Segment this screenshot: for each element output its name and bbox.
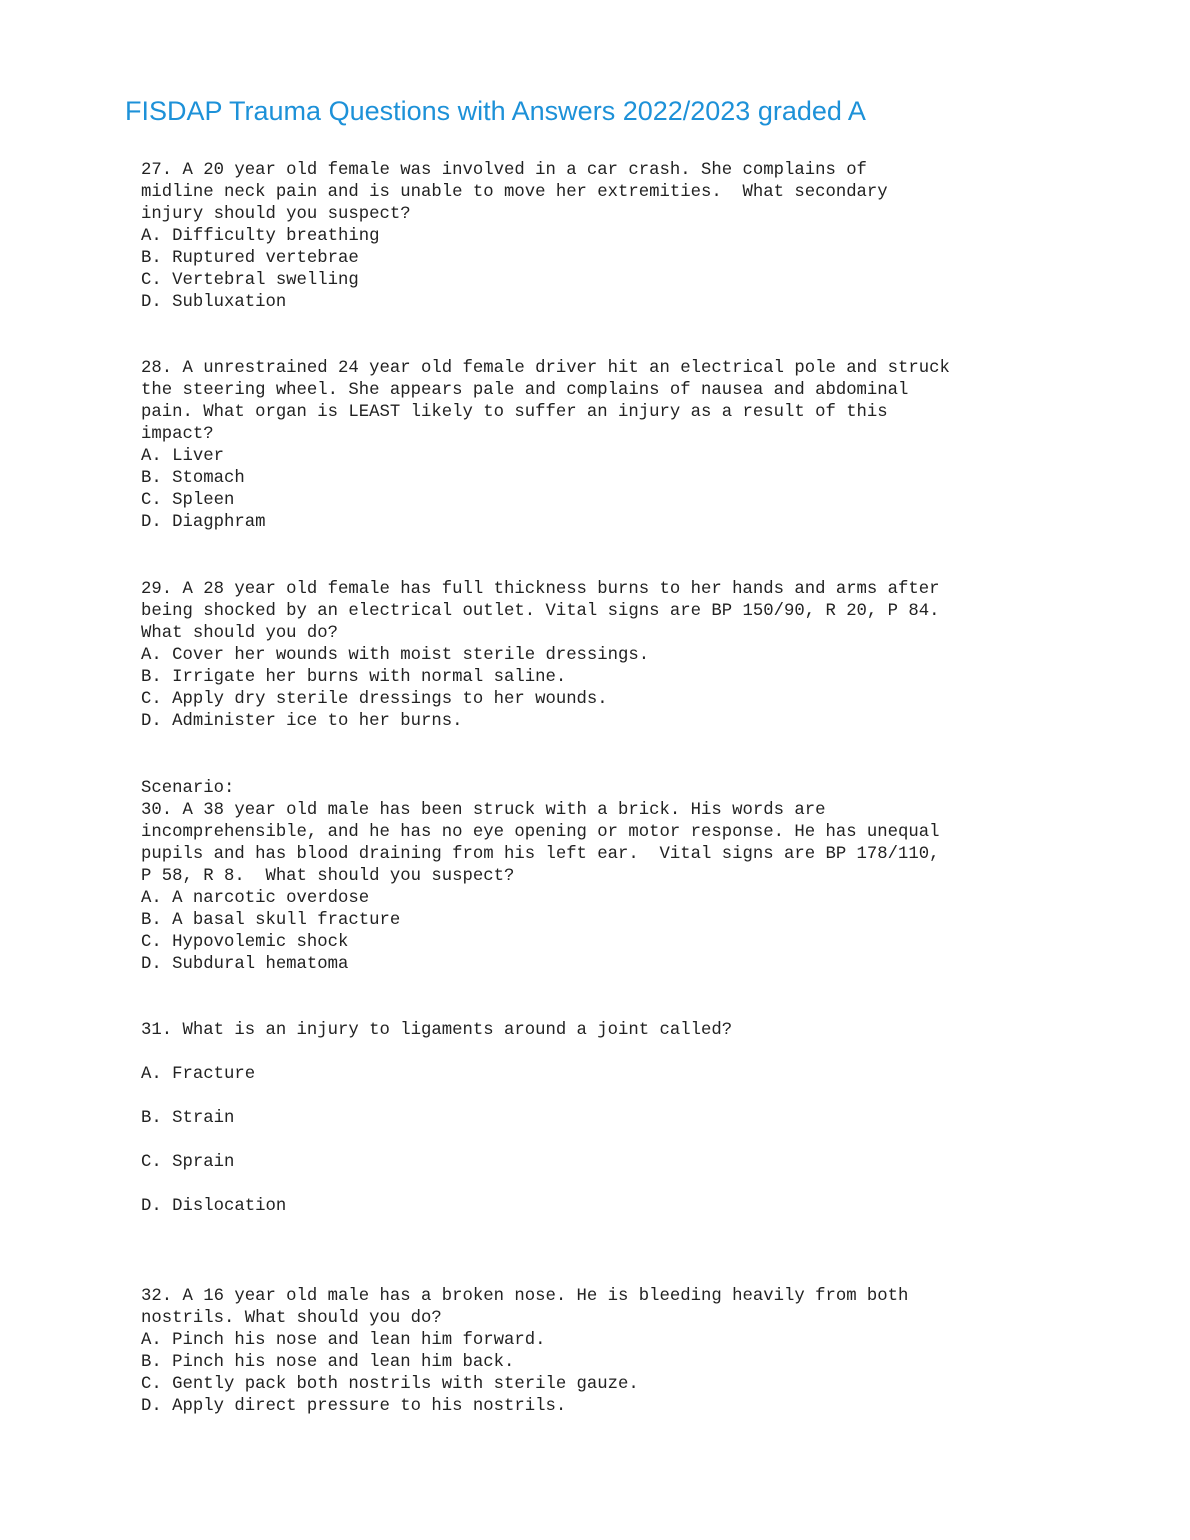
- question-32: [141, 1286, 1071, 1418]
- answer-option-a: A. Liver: [141, 447, 224, 466]
- question-stem-line: P 58, R 8. What should you suspect?: [141, 867, 515, 886]
- question-stem-line: midline neck pain and is unable to move her extremities. What secondary: [141, 183, 888, 202]
- question-stem-line: 32. A 16 year old male has a broken nose. He is bleeding heavily from both: [141, 1287, 909, 1306]
- page-title: FISDAP Trauma Questions with Answers 2022/2023 graded A: [125, 96, 866, 126]
- question-31: [141, 1020, 1071, 1218]
- question-stem-line: nostrils. What should you do?: [141, 1309, 442, 1328]
- answer-option-b: B. Strain: [141, 1109, 235, 1128]
- question-stem-line: the steering wheel. She appears pale and complains of nausea and abdominal: [141, 381, 909, 400]
- answer-option-c: C. Spleen: [141, 491, 235, 510]
- answer-option-c: C. Hypovolemic shock: [141, 933, 349, 952]
- question-stem-line: pain. What organ is LEAST likely to suffer an injury as a result of this: [141, 403, 888, 422]
- answer-option-b: B. Irrigate her burns with normal saline.: [141, 668, 567, 687]
- question-stem-line: 31. What is an injury to ligaments around a joint called?: [141, 1021, 733, 1040]
- answer-option-b: B. Ruptured vertebrae: [141, 249, 359, 268]
- answer-option-c: C. Vertebral swelling: [141, 271, 359, 290]
- question-stem-line: incomprehensible, and he has no eye opening or motor response. He has unequal: [141, 823, 940, 842]
- question-27: [141, 160, 1071, 314]
- answer-option-c: C. Apply dry sterile dressings to her wounds.: [141, 690, 608, 709]
- answer-option-c: C. Sprain: [141, 1153, 235, 1172]
- question-stem-line: pupils and has blood draining from his left ear. Vital signs are BP 178/110,: [141, 845, 940, 864]
- answer-option-d: D. Dislocation: [141, 1197, 287, 1216]
- answer-option-d: D. Subluxation: [141, 293, 287, 312]
- question-28: [141, 358, 1071, 534]
- question-stem-line: impact?: [141, 425, 214, 444]
- answer-option-a: A. Cover her wounds with moist sterile dressings.: [141, 646, 650, 665]
- question-29: [141, 579, 1071, 733]
- answer-option-a: A. A narcotic overdose: [141, 889, 370, 908]
- answer-option-c: C. Gently pack both nostrils with sterile gauze.: [141, 1375, 639, 1394]
- answer-option-a: A. Pinch his nose and lean him forward.: [141, 1331, 546, 1350]
- question-stem-line: 27. A 20 year old female was involved in a car crash. She complains of: [141, 161, 867, 180]
- question-stem-line: injury should you suspect?: [141, 205, 411, 224]
- question-stem-line: 30. A 38 year old male has been struck with a brick. His words are: [141, 801, 826, 820]
- answer-option-d: D. Diagphram: [141, 513, 266, 532]
- scenario-label: Scenario:: [141, 779, 235, 798]
- answer-option-d: D. Administer ice to her burns.: [141, 712, 463, 731]
- answer-option-d: D. Apply direct pressure to his nostrils.: [141, 1397, 567, 1416]
- answer-option-d: D. Subdural hematoma: [141, 955, 349, 974]
- answer-option-a: A. Difficulty breathing: [141, 227, 380, 246]
- answer-option-b: B. Stomach: [141, 469, 245, 488]
- question-stem-line: being shocked by an electrical outlet. Vital signs are BP 150/90, R 20, P 84.: [141, 602, 940, 621]
- answer-option-b: B. A basal skull fracture: [141, 911, 401, 930]
- answer-option-a: A. Fracture: [141, 1065, 256, 1084]
- question-30: [141, 778, 1071, 976]
- question-stem-line: 28. A unrestrained 24 year old female driver hit an electrical pole and struck: [141, 359, 950, 378]
- question-stem-line: What should you do?: [141, 624, 339, 643]
- answer-option-b: B. Pinch his nose and lean him back.: [141, 1353, 515, 1372]
- question-stem-line: 29. A 28 year old female has full thickness burns to her hands and arms after: [141, 580, 940, 599]
